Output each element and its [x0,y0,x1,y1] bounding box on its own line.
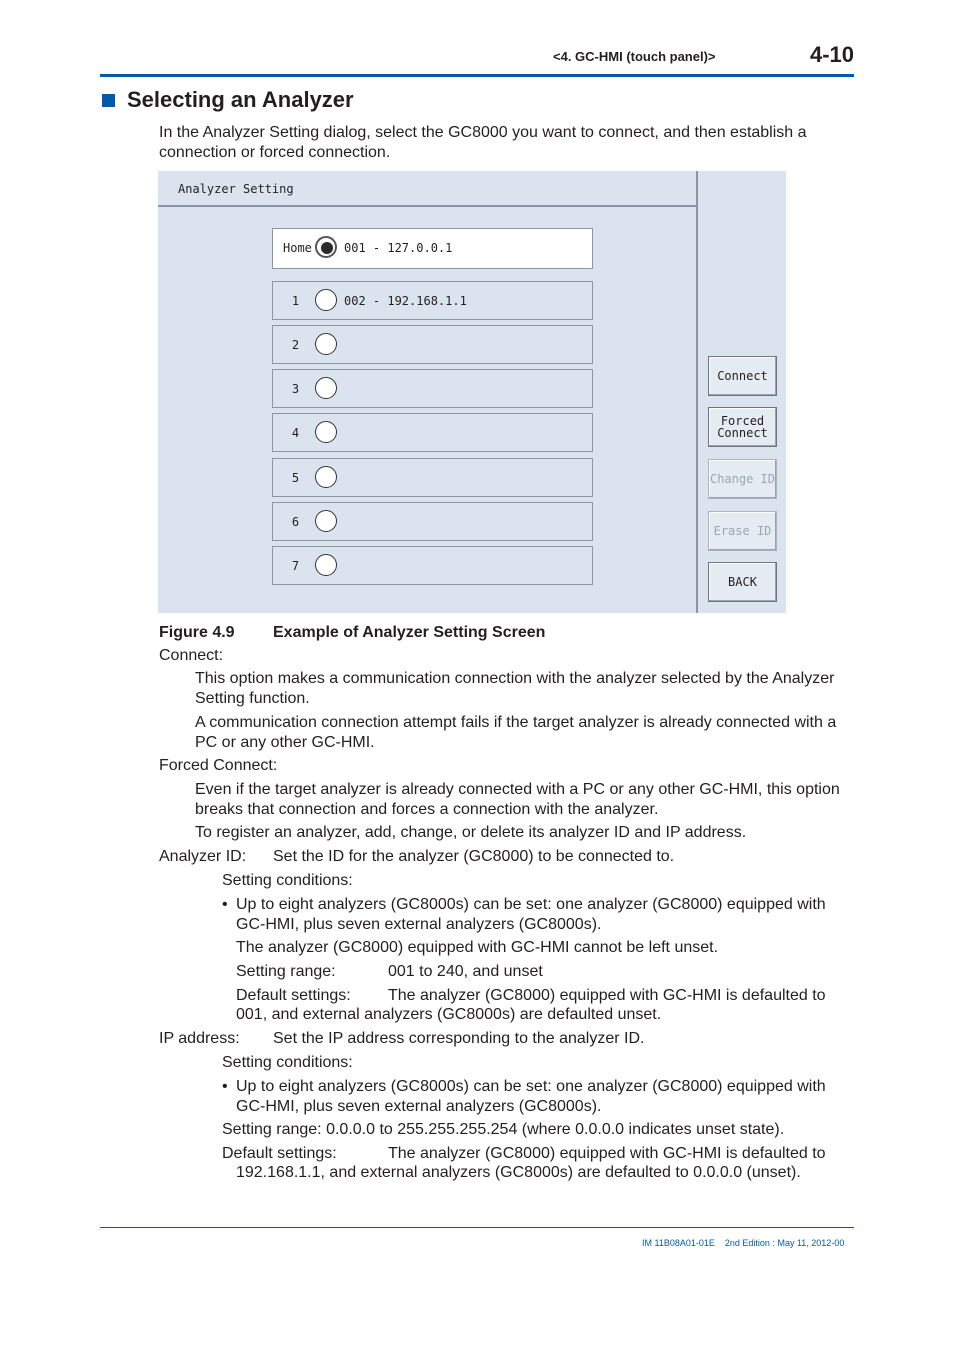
forced-connect-term: Forced Connect: [159,757,278,774]
analyzer-row-4[interactable] [272,413,593,452]
header-rule [100,74,854,77]
ip-default-value: The analyzer (GC8000) equipped with GC-HMI is defaulted to [388,1145,826,1162]
intro-paragraph: In the Analyzer Setting dialog, select the GC8000 you want to connect, and then establish a connection or forced connection. [159,124,807,161]
doc-number: IM 11B08A01-01E [642,1238,715,1248]
connect-button[interactable]: Connect [708,356,777,396]
analyzer-id-description: Set the ID for the analyzer (GC8000) to be connected to. [273,848,675,865]
forced-connect-paragraph-2: To register an analyzer, add, change, or delete its analyzer ID and IP address. [195,824,747,841]
forced-connect-button[interactable]: Forced Connect [708,407,777,447]
row-label: Home [283,241,312,255]
radio-icon[interactable] [315,466,337,488]
ip-address-term: IP address: [159,1030,240,1047]
radio-icon[interactable] [315,554,337,576]
ip-range: Setting range: 0.0.0.0 to 255.255.255.254 (where 0.0.0.0 indicates unset state). [222,1121,785,1138]
analyzer-row-6[interactable] [272,502,593,541]
forced-connect-paragraph-1: Even if the target analyzer is already connected with a PC or any other GC-HMI, this option breaks that connection and forces a connection with the analyzer. [195,781,840,818]
analyzer-setting-screen [158,171,786,613]
radio-selected-icon[interactable] [315,236,337,258]
analyzer-id-range-value: 001 to 240, and unset [388,963,543,980]
footer-doc-info [642,1238,844,1248]
connect-term: Connect: [159,647,224,664]
back-button[interactable]: BACK [708,562,777,602]
ip-default-label: Default settings: [222,1145,337,1162]
row-label: 2 [291,338,300,352]
connect-paragraph-2: A communication connection attempt fails if the target analyzer is already connected with a PC or any other GC-HMI. [195,714,837,751]
analyzer-id-conditions-label: Setting conditions: [222,872,353,889]
ip-address-description: Set the IP address corresponding to the analyzer ID. [273,1030,645,1047]
section-title: Selecting an Analyzer [127,87,354,112]
title-divider [158,205,697,207]
row-value: 001 - 127.0.0.1 [344,241,453,255]
analyzer-row-home[interactable] [272,228,593,269]
radio-icon[interactable] [315,333,337,355]
analyzer-id-note: The analyzer (GC8000) equipped with GC-HMI cannot be left unset. [236,939,719,956]
ip-conditions-label: Setting conditions: [222,1054,353,1071]
row-label: 5 [291,471,300,485]
radio-icon[interactable] [315,510,337,532]
row-label: 7 [291,559,300,573]
radio-icon[interactable] [315,377,337,399]
square-bullet-icon [102,94,115,107]
screen-title: Analyzer Setting [178,182,294,196]
analyzer-id-bullet: Up to eight analyzers (GC8000s) can be set: one analyzer (GC8000) equipped with GC-HMI, plus seven external analyzers (GC8000s). [236,896,826,933]
row-label: 1 [291,294,300,308]
button-panel-divider [696,171,698,613]
analyzer-row-2[interactable] [272,325,593,364]
bullet-icon: • [222,1078,228,1095]
figure-title: Example of Analyzer Setting Screen [273,624,546,641]
analyzer-id-default-label: Default settings: [236,987,351,1004]
radio-icon[interactable] [315,289,337,311]
connect-paragraph-1: This option makes a communication connection with the analyzer selected by the Analyzer Setting function. [195,670,835,707]
row-label: 6 [291,515,300,529]
analyzer-row-7[interactable] [272,546,593,585]
edition-info: 2nd Edition : May 11, 2012-00 [724,1238,845,1248]
bullet-icon: • [222,896,228,913]
erase-id-button[interactable]: Erase ID [708,511,777,551]
footer-rule [100,1227,854,1228]
row-label: 3 [291,382,300,396]
analyzer-id-range-label: Setting range: [236,963,336,980]
analyzer-row-1[interactable] [272,281,593,320]
analyzer-row-3[interactable] [272,369,593,408]
row-label: 4 [291,426,300,440]
figure-label: Figure 4.9 [159,624,235,641]
change-id-button[interactable]: Change ID [708,459,777,499]
analyzer-id-term: Analyzer ID: [159,848,247,865]
analyzer-id-default-continued: 001, and external analyzers (GC8000s) are defaulted unset. [236,1006,662,1023]
ip-bullet: Up to eight analyzers (GC8000s) can be set: one analyzer (GC8000) equipped with GC-HMI, plus seven external analyzers (GC8000s). [236,1078,826,1115]
radio-icon[interactable] [315,421,337,443]
row-value: 002 - 192.168.1.1 [344,294,467,308]
section-header: <4. GC-HMI (touch panel)> [553,49,716,64]
ip-default-continued: 192.168.1.1, and external analyzers (GC8000s) are defaulted to 0.0.0.0 (unset). [236,1164,801,1181]
page-number: 4-10 [810,42,855,67]
analyzer-row-5[interactable] [272,458,593,497]
analyzer-id-default-value: The analyzer (GC8000) equipped with GC-HMI is defaulted to [388,987,826,1004]
